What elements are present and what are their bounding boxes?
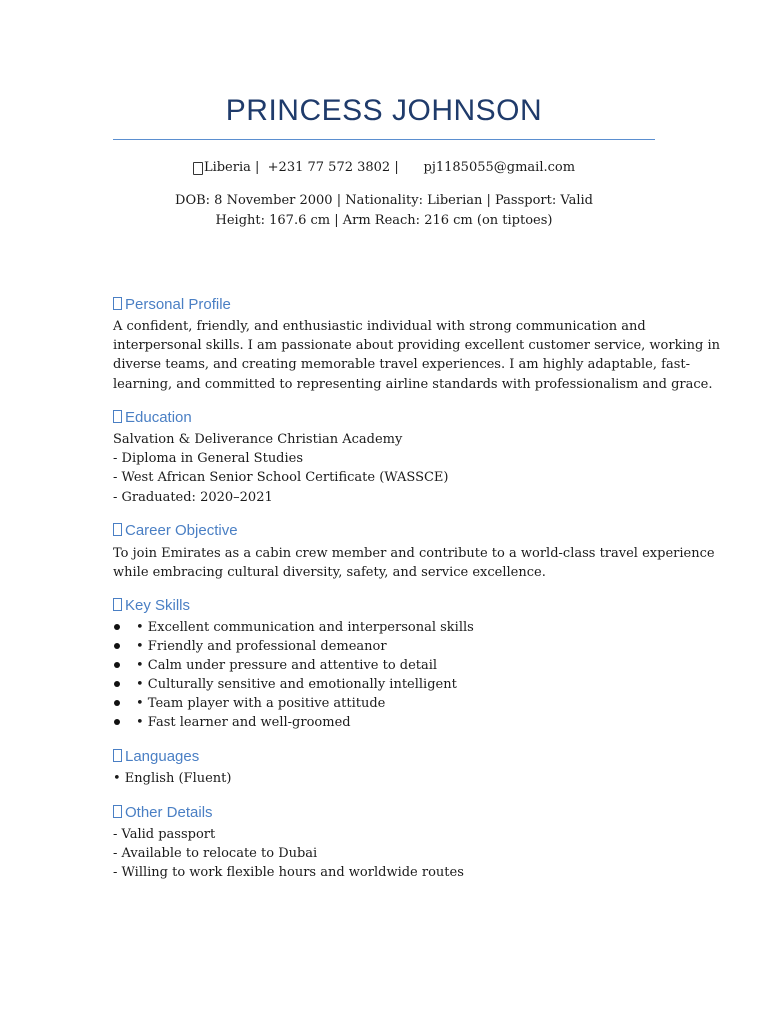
education-text <box>113 430 658 507</box>
personal-info <box>0 191 768 231</box>
profile-text <box>113 317 720 394</box>
location-pin-icon <box>193 162 203 175</box>
contact-phone: +231 77 572 3802 <box>267 160 391 175</box>
section-heading-languages <box>113 747 199 767</box>
education-line: - Graduated: 2020–2021 <box>113 489 273 505</box>
section-heading-career <box>113 521 238 541</box>
skill-text: • Excellent communication and interpersonal skills <box>136 620 474 635</box>
profile-heading-text: Personal Profile <box>125 296 231 313</box>
section-heading-education <box>113 408 192 428</box>
profile-line: diverse teams, and creating memorable travel experiences. I am highly adaptable, fast- <box>113 357 690 373</box>
list-item <box>113 637 474 656</box>
bullet-icon <box>114 643 120 649</box>
list-item <box>113 675 474 694</box>
career-text <box>113 544 715 582</box>
education-heading-text: Education <box>125 409 192 426</box>
languages-heading-text: Languages <box>125 748 200 765</box>
section-heading-skills <box>113 596 190 616</box>
other-line: - Willing to work flexible hours and worldwide routes <box>113 865 464 881</box>
candidate-name: PRINCESS JOHNSON <box>225 94 543 127</box>
bullet-icon <box>114 662 120 668</box>
missing-glyph-icon <box>113 297 122 310</box>
missing-glyph-icon <box>113 598 122 611</box>
skill-text: • Team player with a positive attitude <box>136 696 386 711</box>
contact-line: Liberia | +231 77 572 3802 | pj1185055@gmail.com <box>0 159 768 177</box>
career-heading-text: Career Objective <box>125 522 238 539</box>
info-line-height: Height: 167.6 cm | Arm Reach: 216 cm (on tiptoes) <box>215 213 553 228</box>
profile-line: learning, and committed to representing airline standards with professionalism and grace. <box>113 376 713 392</box>
bullet-icon <box>114 681 120 687</box>
missing-glyph-icon <box>113 805 122 818</box>
contact-location: Liberia <box>203 160 251 175</box>
other-line: - Available to relocate to Dubai <box>113 846 318 862</box>
skills-heading-text: Key Skills <box>125 597 191 614</box>
list-item <box>113 618 474 637</box>
skill-text: • Culturally sensitive and emotionally intelligent <box>136 677 457 692</box>
missing-glyph-icon <box>113 410 122 423</box>
skill-text: • Fast learner and well-groomed <box>136 715 351 730</box>
skill-text: • Friendly and professional demeanor <box>136 639 387 654</box>
education-line: - Diploma in General Studies <box>113 451 304 467</box>
header-divider <box>113 139 655 140</box>
bullet-icon <box>114 624 120 630</box>
education-line: - West African Senior School Certificate (WASSCE) <box>113 470 449 486</box>
section-heading-profile <box>113 295 231 315</box>
list-item <box>113 656 474 675</box>
profile-line: interpersonal skills. I am passionate about providing excellent customer service, working in <box>113 338 720 354</box>
skill-text: • Calm under pressure and attentive to detail <box>136 658 438 673</box>
other-text <box>113 825 658 883</box>
section-heading-other <box>113 803 213 823</box>
other-line: - Valid passport <box>113 827 216 842</box>
profile-line: A confident, friendly, and enthusiastic individual with strong communication and <box>113 319 646 334</box>
bullet-icon <box>114 719 120 725</box>
career-line: while embracing cultural diversity, safety, and service excellence. <box>113 565 546 581</box>
list-item <box>113 694 474 713</box>
language-line: • English (Fluent) <box>113 771 232 786</box>
career-line: To join Emirates as a cabin crew member and contribute to a world-class travel experience <box>113 546 715 561</box>
skills-list <box>113 618 474 732</box>
missing-glyph-icon <box>113 749 122 762</box>
education-line: Salvation & Deliverance Christian Academy <box>113 432 403 447</box>
contact-email: pj1185055@gmail.com <box>423 160 576 175</box>
missing-glyph-icon <box>113 523 122 536</box>
other-heading-text: Other Details <box>125 804 213 821</box>
languages-text <box>113 769 658 788</box>
bullet-icon <box>114 700 120 706</box>
info-line-dob: DOB: 8 November 2000 | Nationality: Liberian | Passport: Valid <box>175 193 593 208</box>
list-item <box>113 713 474 732</box>
